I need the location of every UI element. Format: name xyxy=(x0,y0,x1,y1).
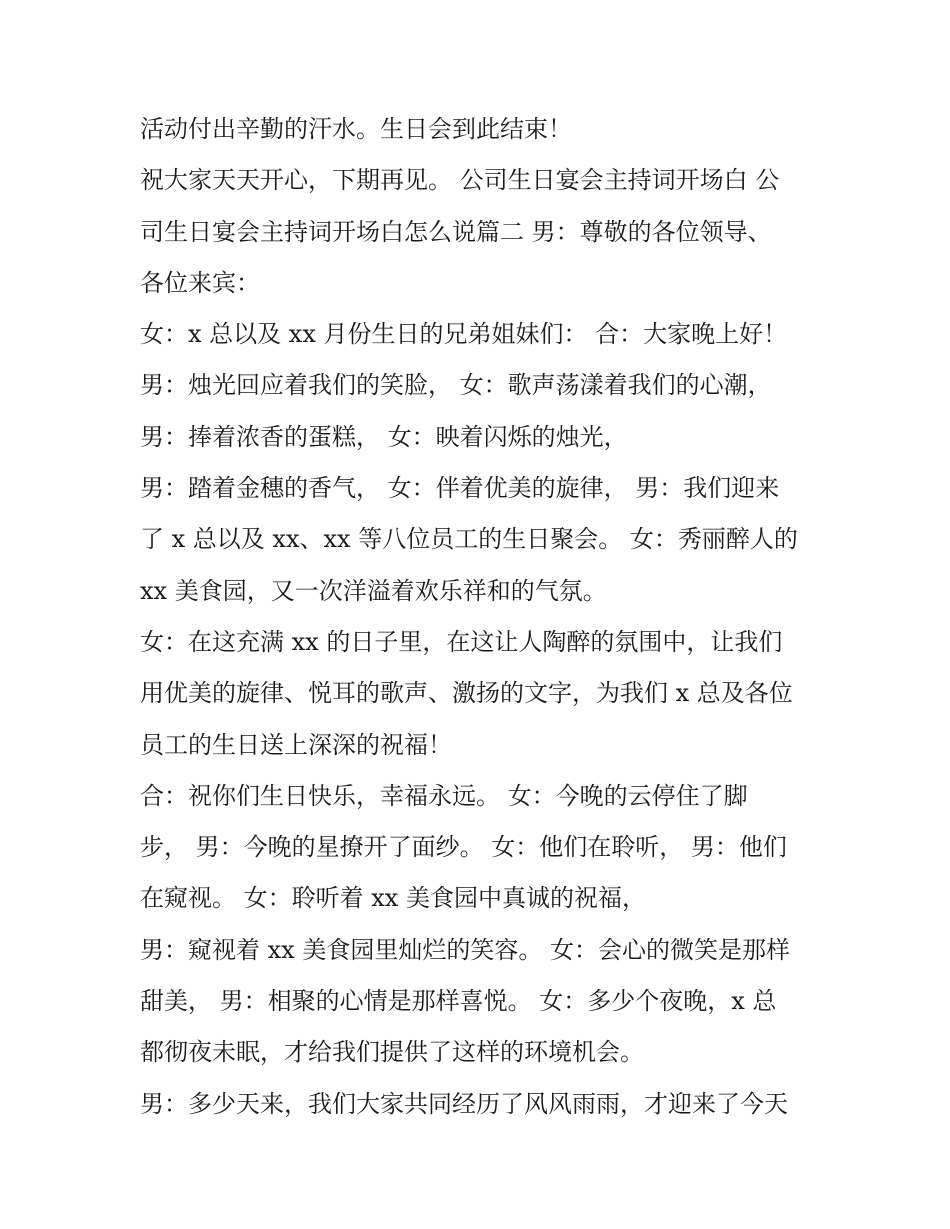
text-line: 男：踏着金穗的香气， 女：伴着优美的旋律， 男：我们迎来 xyxy=(140,474,780,503)
text-line: 用优美的旋律、悦耳的歌声、激扬的文字，为我们 x 总及各位 xyxy=(140,679,793,708)
document-body xyxy=(140,104,820,1130)
text-line: 司生日宴会主持词开场白怎么说篇二 男：尊敬的各位领导、 xyxy=(140,217,772,246)
text-line: 男：捧着浓香的蛋糕， 女：映着闪烁的烛光， xyxy=(140,422,628,451)
text-line: 活动付出辛勤的汗水。生日会到此结束！ xyxy=(140,115,572,143)
text-line: 甜美， 男：相聚的心情是那样喜悦。 女：多少个夜晚，x 总 xyxy=(140,987,777,1016)
text-line: 员工的生日送上深深的祝福！ xyxy=(140,730,452,759)
text-line: 男：窥视着 xx 美食园里灿烂的笑容。 女：会心的微笑是那样 xyxy=(140,935,790,964)
text-line: 男：多少天来，我们大家共同经历了风风雨雨，才迎来了今天 xyxy=(140,1089,788,1118)
text-line: 在窥视。 女：聆听着 xx 美食园中真诚的祝福， xyxy=(140,884,646,913)
text-line: 各位来宾： xyxy=(140,268,260,297)
text-line: 合：祝你们生日快乐，幸福永远。 女：今晚的云停住了脚 xyxy=(140,781,748,810)
text-line: 祝大家天天开心，下期再见。 公司生日宴会主持词开场白 公 xyxy=(140,166,780,195)
text-line: 了 x 总以及 xx、xx 等八位员工的生日聚会。 女：秀丽醉人的 xyxy=(140,525,798,554)
text-line: 女：在这充满 xx 的日子里，在这让人陶醉的氛围中，让我们 xyxy=(140,627,783,656)
text-line: 步， 男：今晚的星撩开了面纱。 女：他们在聆听， 男：他们 xyxy=(140,833,787,862)
text-line: 女：x 总以及 xx 月份生日的兄弟姐妹们： 合：大家晚上好！ xyxy=(140,320,788,349)
text-line: xx 美食园，又一次洋溢着欢乐祥和的气氛。 xyxy=(140,576,607,605)
text-line: 男：烛光回应着我们的笑脸， 女：歌声荡漾着我们的心潮， xyxy=(140,371,772,400)
text-line: 都彻夜未眠，才给我们提供了这样的环境机会。 xyxy=(140,1038,644,1067)
